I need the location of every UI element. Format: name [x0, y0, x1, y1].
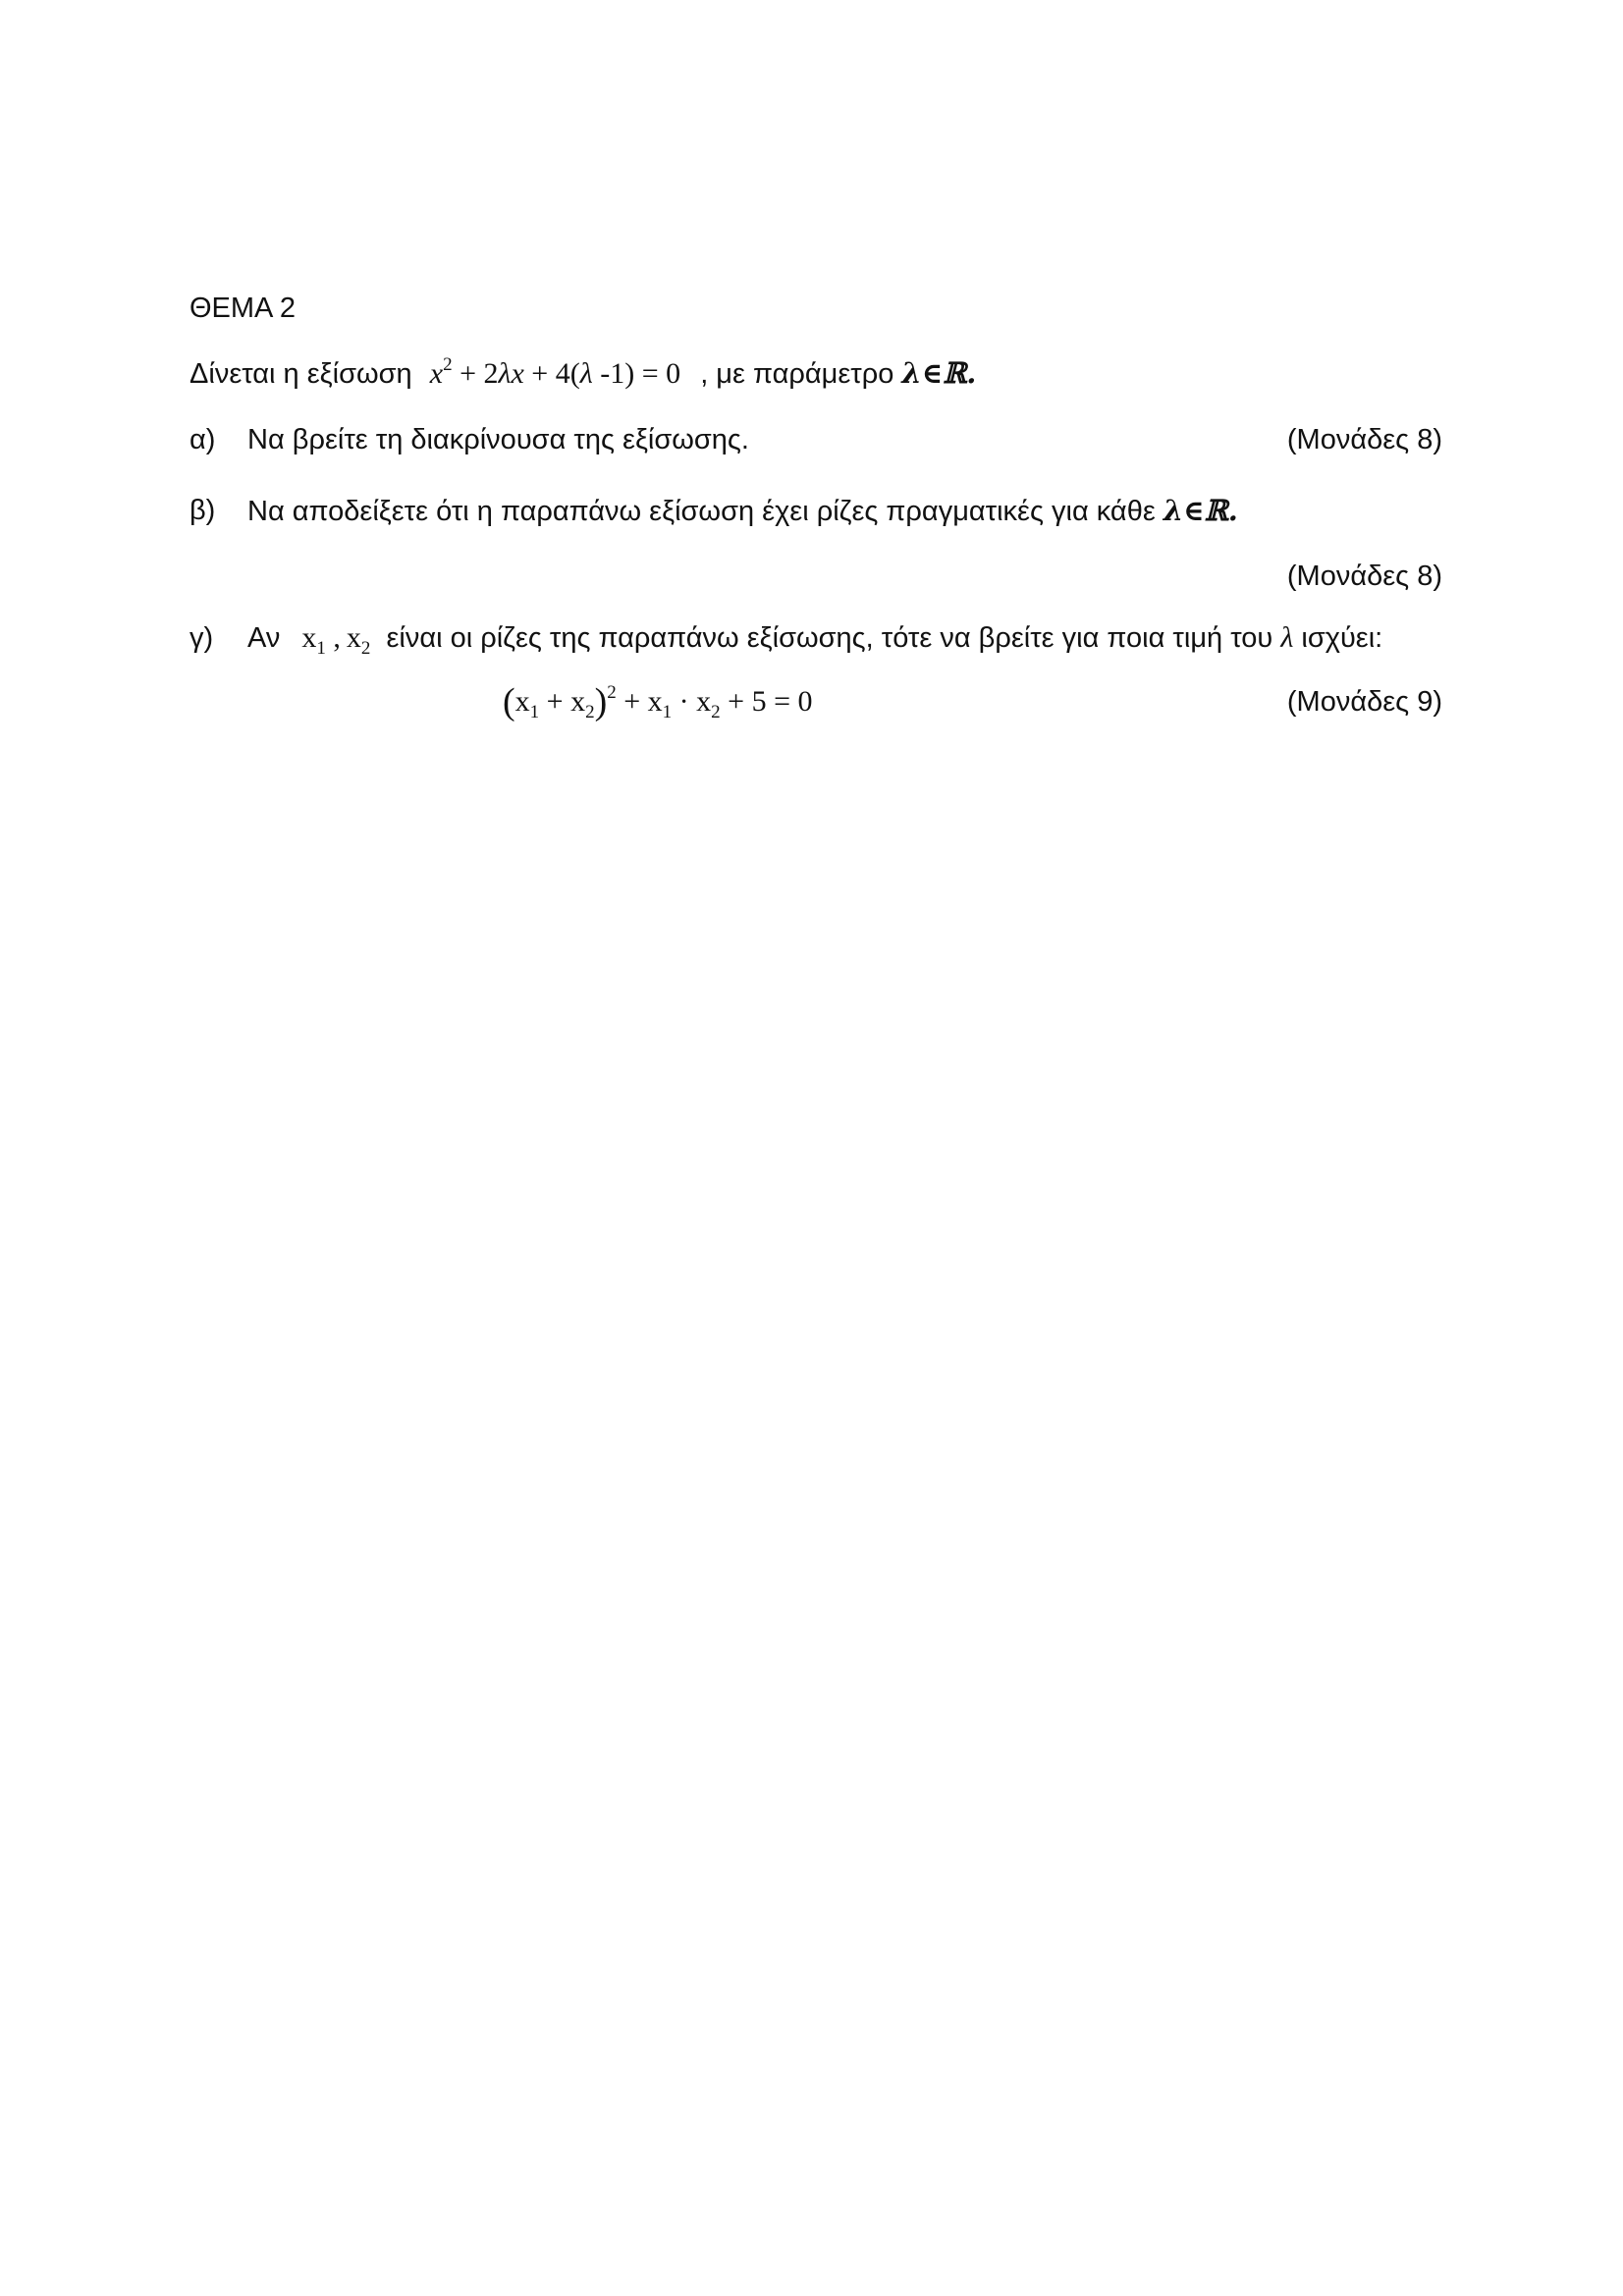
intro-line [189, 355, 976, 392]
part-c-roots: $x_1$ , $x_2$ [301, 621, 371, 659]
part-c-line [247, 620, 1383, 659]
intro-suffix: , με παράμετρο [700, 358, 894, 390]
part-c-lambda: λ [1280, 621, 1294, 654]
part-b-line [247, 493, 1238, 529]
part-b-points: (Μονάδες 8) [1286, 561, 1442, 592]
intro-param-set: λ∈ℝ. [901, 356, 977, 390]
part-c-end: ισχύει: [1301, 622, 1383, 654]
part-a-text: Να βρείτε τη διακρίνουσα της εξίσωσης. [247, 424, 749, 455]
part-c-label: γ) [189, 622, 214, 654]
part-c-equation: $(x_1 + x_2)^2 + x_1 \cdot x_2 + 5 = 0$ [503, 681, 813, 722]
part-a-label: α) [189, 424, 216, 455]
part-a-points: (Μονάδες 8) [1286, 424, 1442, 455]
part-b-tail: λ∈ℝ. [1163, 494, 1238, 527]
heading-text: ΘΕΜΑ 2 [189, 293, 296, 324]
part-c-prefix: Αν [247, 622, 281, 654]
part-c-text: είναι οι ρίζες της παραπάνω εξίσωσης, τότε να βρείτε για ποια τιμή του [386, 622, 1273, 654]
heading [189, 291, 296, 326]
part-b-text: Να αποδείξετε ότι η παραπάνω εξίσωση έχει ρίζες πραγματικές για κάθε [247, 496, 1156, 527]
intro-prefix: Δίνεται η εξίσωση [189, 358, 412, 390]
part-b-label: β) [189, 495, 216, 526]
part-c-points: (Μονάδες 9) [1286, 686, 1442, 718]
intro-equation: $x^2 + 2\lambda x + 4(\lambda$ -1) = 0 [429, 354, 681, 390]
